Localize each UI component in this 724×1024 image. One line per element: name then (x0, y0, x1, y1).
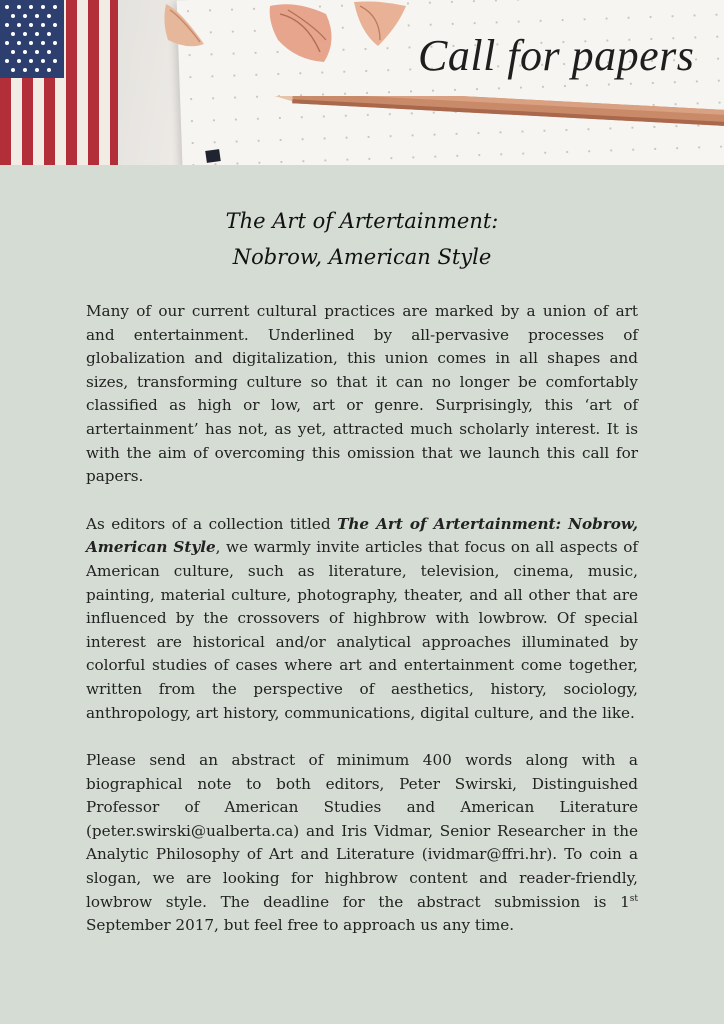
collection-title: The Art of Artertainment: Nobrow, American Style (86, 514, 638, 557)
pencil-shavings-icon (350, 0, 410, 50)
american-flag-icon (0, 0, 118, 165)
title-line-1: The Art of Artertainment: (225, 209, 499, 233)
body-text (86, 300, 638, 962)
paragraph-scope-start: As editors of a collection titled (86, 514, 338, 533)
paragraph-scope-end: , we warmly invite articles that focus on all aspects of American culture, such as literature, television, cinema, music, painting, material culture, photography, theater, and all other that are influenced by the crossovers of highbrow with lowbrow. Of special interest are historical and/or analytical approaches illuminated by colorful studies of cases where art and entertainment come together, written from the perspective of aesthetics, history, sociology, anthropology, art history, communications, digital culture, and the like. (86, 538, 638, 722)
document-title (0, 203, 724, 275)
paragraph-submission (86, 749, 638, 938)
paragraph-submission-start: Please send an abstract of minimum 400 words along with a biographical note to both editors, Peter Swirski, Distinguished Professor of American Studies and American Literature (peter.swirski@ualberta.ca) and Iris Vidmar, Senior Researcher in the Analytic Philosophy of Art and Literature (ividmar@ffri.hr). To coin a slogan, we are looking for highbrow content and reader-friendly, lowbrow style. The deadline for the abstract submission is 1 (86, 751, 638, 911)
pencil-shavings-icon (160, 0, 210, 52)
paragraph-submission-end: September 2017, but feel free to approach us any time. (86, 916, 515, 935)
dark-object (205, 149, 221, 163)
banner-title: Call for papers (418, 31, 695, 80)
dotted-paper (177, 0, 724, 165)
date-suffix: st (629, 893, 638, 904)
paragraph-scope (86, 513, 638, 725)
title-line-2: Nobrow, American Style (232, 245, 492, 269)
paragraph-intro: Many of our current cultural practices are marked by a union of art and entertainment. Underlined by all-pervasive processes of globalization and digitalization, this union comes in all shapes and sizes, transforming culture so that it can no longer be comfortably classified as high or low, art or genre. Surprisingly, this ‘art of artertainment’ has not, as yet, attracted much scholarly interest. It is with the aim of overcoming this omission that we launch this call for papers. (86, 302, 638, 486)
pencil-icon (258, 96, 724, 130)
pencil-shavings-icon (266, 0, 346, 66)
header-banner (0, 0, 724, 165)
